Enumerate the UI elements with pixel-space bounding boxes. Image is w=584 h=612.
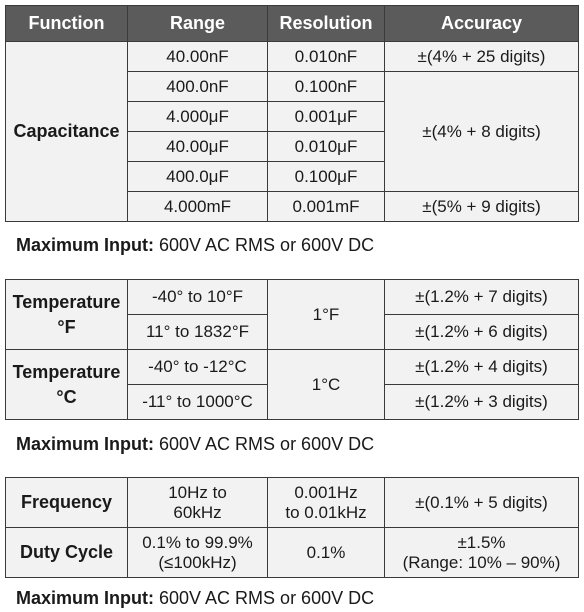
- resolution-cell: 1°F: [268, 280, 385, 350]
- header-accuracy: Accuracy: [385, 6, 579, 42]
- function-capacitance: Capacitance: [6, 42, 128, 222]
- capacitance-table: [5, 5, 579, 222]
- accuracy-cell: ±(4% + 8 digits): [385, 72, 579, 192]
- function-temperature-f: Temperature °F: [6, 280, 128, 350]
- accuracy-cell: ±(1.2% + 3 digits): [385, 385, 579, 420]
- accuracy-cell: ±(1.2% + 7 digits): [385, 280, 579, 315]
- resolution-cell: 0.010nF: [268, 42, 385, 72]
- range-cell: 400.0μF: [128, 162, 268, 192]
- frequency-table: [5, 477, 579, 578]
- resolution-cell: 0.100μF: [268, 162, 385, 192]
- temperature-table: [5, 279, 579, 420]
- header-range: Range: [128, 6, 268, 42]
- accuracy-cell: ±(0.1% + 5 digits): [385, 478, 579, 528]
- max-input-note-1: Maximum Input: 600V AC RMS or 600V DC: [16, 235, 375, 255]
- range-cell: 0.1% to 99.9% (≤100kHz): [128, 528, 268, 578]
- resolution-cell: 0.001Hz to 0.01kHz: [268, 478, 385, 528]
- accuracy-cell: ±(1.2% + 6 digits): [385, 315, 579, 350]
- accuracy-cell: ±1.5% (Range: 10% – 90%): [385, 528, 579, 578]
- range-cell: -11° to 1000°C: [128, 385, 268, 420]
- resolution-cell: 1°C: [268, 350, 385, 420]
- resolution-cell: 0.010μF: [268, 132, 385, 162]
- range-cell: 4.000μF: [128, 102, 268, 132]
- range-cell: -40° to 10°F: [128, 280, 268, 315]
- range-cell: 10Hz to 60kHz: [128, 478, 268, 528]
- max-input-note-3: Maximum Input: 600V AC RMS or 600V DC: [16, 588, 375, 608]
- range-cell: -40° to -12°C: [128, 350, 268, 385]
- range-cell: 40.00nF: [128, 42, 268, 72]
- resolution-cell: 0.100nF: [268, 72, 385, 102]
- range-cell: 40.00μF: [128, 132, 268, 162]
- accuracy-cell: ±(1.2% + 4 digits): [385, 350, 579, 385]
- accuracy-cell: ±(5% + 9 digits): [385, 192, 579, 222]
- accuracy-cell: ±(4% + 25 digits): [385, 42, 579, 72]
- function-duty-cycle: Duty Cycle: [6, 528, 128, 578]
- resolution-cell: 0.1%: [268, 528, 385, 578]
- function-temperature-c: Temperature °C: [6, 350, 128, 420]
- range-cell: 400.0nF: [128, 72, 268, 102]
- range-cell: 4.000mF: [128, 192, 268, 222]
- header-function: Function: [6, 6, 128, 42]
- resolution-cell: 0.001μF: [268, 102, 385, 132]
- range-cell: 11° to 1832°F: [128, 315, 268, 350]
- resolution-cell: 0.001mF: [268, 192, 385, 222]
- max-input-note-2: Maximum Input: 600V AC RMS or 600V DC: [16, 434, 375, 454]
- function-frequency: Frequency: [6, 478, 128, 528]
- header-resolution: Resolution: [268, 6, 385, 42]
